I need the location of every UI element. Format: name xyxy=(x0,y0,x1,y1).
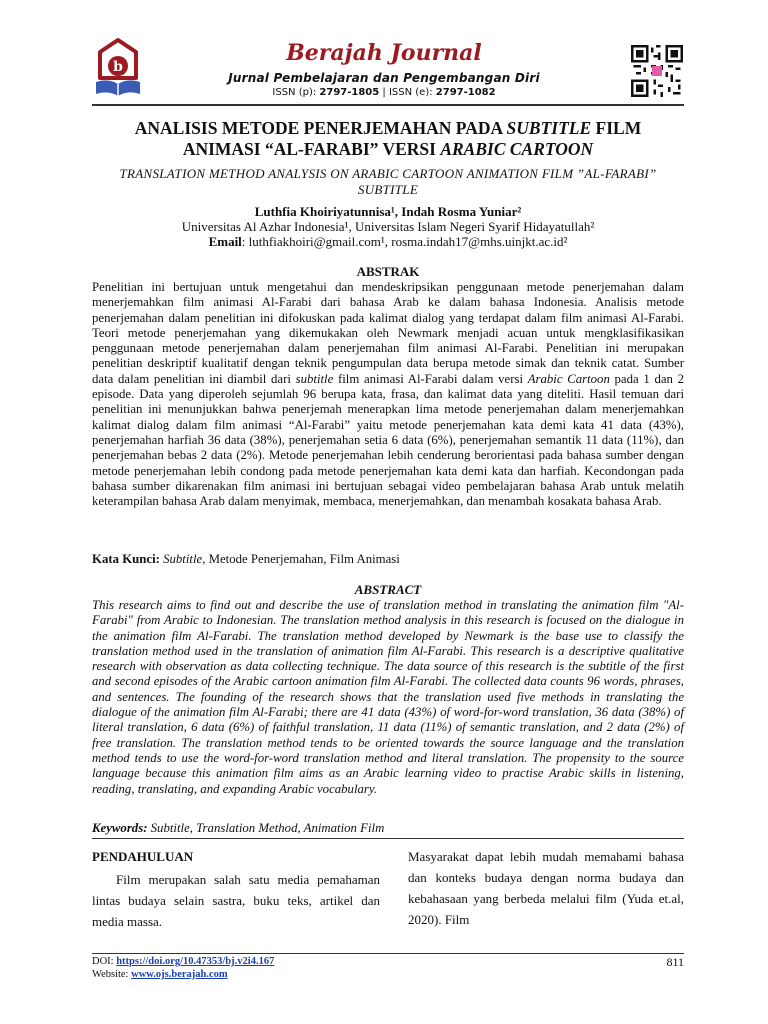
footer: DOI: https://doi.org/10.47353/bj.v2i4.167 Website: www.ojs.berajah.com xyxy=(92,956,275,980)
footer-rule xyxy=(92,953,684,954)
keywords: Keywords: Subtitle, Translation Method, Animation Film xyxy=(92,821,385,835)
website-link[interactable]: www.ojs.berajah.com xyxy=(131,969,228,980)
author-affiliations: Universitas Al Azhar Indonesia¹, Universitas Islam Negeri Syarif Hidayatullah² xyxy=(181,219,595,234)
abstract-heading: ABSTRACT xyxy=(354,582,422,597)
journal-subtitle: Jurnal Pembelajaran dan Pengembangan Diri xyxy=(228,71,540,85)
abstrak-body: Penelitian ini bertujuan untuk mengetahui dan mendeskripsikan penggunaan metode penerjemahan dalam menerjemahkan film animasi Al-Farabi dari bahasa Arab ke dalam bahasa Indonesia. Analisis metode penerjemahan dalam penelitian ini difokuskan pada kalimat dialog yang terdapat dalam film animasi Al-Farabi. Teori metode penerjemahan yang dikemukakan oleh Newmark menjadi acuan untuk mengklasifikasikan penggunaan metode penerjemahan dalam penerjemahan film animasi Al-Farabi. Penelitian ini merupakan penelitian deskriptif kualitatif dengan teknik pengumpulan data berupa metode simak dan teknik catat. Sumber data dalam penelitian ini diambil dari subtitle film animasi Al-Farabi dalam versi Arabic Cartoon pada 1 dan 2 episode. Data yang diperoleh sejumlah 96 berupa kata, frasa, dan kalimat data yang diteliti. Hasil temuan dari penelitian ini menunjukkan bahwa penerjemah menerapkan lima metode penerjemahan dalam menerjemahkan kalimat dialog dalam film animasi “Al-Farabi” yaitu metode penerjemahan kata demi kata 41 data (43%), penerjemahan harfiah 36 data (38%), penerjemahan setia 6 data (6%), penerjemahan semantik 11 data (11%), dan penerjemahan bebas 2 data (2%). Metode penerjemahan lebih cenderung berorientasi pada bahasa sumber dengan metode penerjemahan lebih condong pada metode penerjemahan kata demi kata dan harfiah. Kecondongan pada bahasa sumber dikarenakan film animasi ini bertujuan sebagai video pembelajaran bahasa Arab untuk melatih keterampilan bahasa Arab dalam menyimak, membaca, menerjemahkan, dan menambah kosakata bahasa Arab. xyxy=(92,280,684,509)
qr-code[interactable] xyxy=(631,45,683,97)
issn-print: 2797-1805 xyxy=(319,87,380,98)
abstract-body: This research aims to find out and describe the use of translation method in translating the animation film "Al-Farabi" from Arabic to Indonesian. The translation method analysis in this research is focused on the dialogue in the animation film Al-Farabi. The translation method developed by Newmark is the base use to classify the translation method used in the translation of animation film Al-Farabi. This research is a descriptive qualitative research with observation as data collecting technique. The data source of this research is the subtitle of the first and second episodes of the Arabic cartoon animation film Al-Farabi. The collected data counts 96 words, phrases, and sentences. The founding of the research shows that the translation used five methods in translating the dialogue of the animation film Al-Farabi; there are 41 data (43%) of word-for-word translation, 36 data (38%) of literal translation, 6 data (6%) of faithful translation, 11 data (11%) of semantic translation, and 2 data (2%) of free translation. The translation method tends to be oriented towards the source language and the translation method tends to use the word-for-word translation method and literal translation. The propensity to the source language because this animation film aims as an Arabic learning video to practise Arabic skills in listening, reading, translating, and expanding Arabic vocabulary. xyxy=(92,598,684,796)
paper-title-english: TRANSLATION METHOD ANALYSIS ON ARABIC CARTOON ANIMATION FILM ”AL-FARABI” SUBTITLE xyxy=(119,166,657,197)
author-names: Luthfia Khoiriyatunnisa¹, Indah Rosma Yuniar² xyxy=(254,204,522,219)
doi-link[interactable]: https://doi.org/10.47353/bj.v2i4.167 xyxy=(116,956,275,967)
keywords-rule xyxy=(92,838,684,839)
intro-left-text: Film merupakan salah satu media pemahaman lintas budaya selain sastra, buku teks, artikel dan media massa. xyxy=(92,872,380,929)
journal-name: Berajah Journal xyxy=(286,40,482,66)
logo-letter: b xyxy=(113,59,123,75)
author-emails: Email: luthfiakhoiri@gmail.com¹, rosma.indah17@mhs.uinjkt.ac.id² xyxy=(208,234,568,249)
issn-electronic: 2797-1082 xyxy=(435,87,496,98)
page-number: 811 xyxy=(666,955,684,969)
abstrak-heading: ABSTRAK xyxy=(356,264,420,279)
kata-kunci: Kata Kunci: Subtitle, Metode Penerjemahan, Film Animasi xyxy=(92,552,400,566)
intro-left-column xyxy=(92,846,380,932)
issn-line: ISSN (p): 2797-1805 | ISSN (e): 2797-1082 xyxy=(272,87,496,98)
paper-title: ANALISIS METODE PENERJEMAHAN PADA SUBTITLE FILM ANIMASI “AL-FARABI” VERSI ARABIC CARTOON xyxy=(134,118,642,159)
header-rule xyxy=(92,104,684,106)
intro-right-text: Masyarakat dapat lebih mudah memahami bahasa dan konteks budaya dengan norma budaya dan kebahasaan yang berbeda melalui film (Yuda et.al, 2020). Film xyxy=(408,849,684,927)
intro-heading: PENDAHULUAN xyxy=(92,849,194,864)
